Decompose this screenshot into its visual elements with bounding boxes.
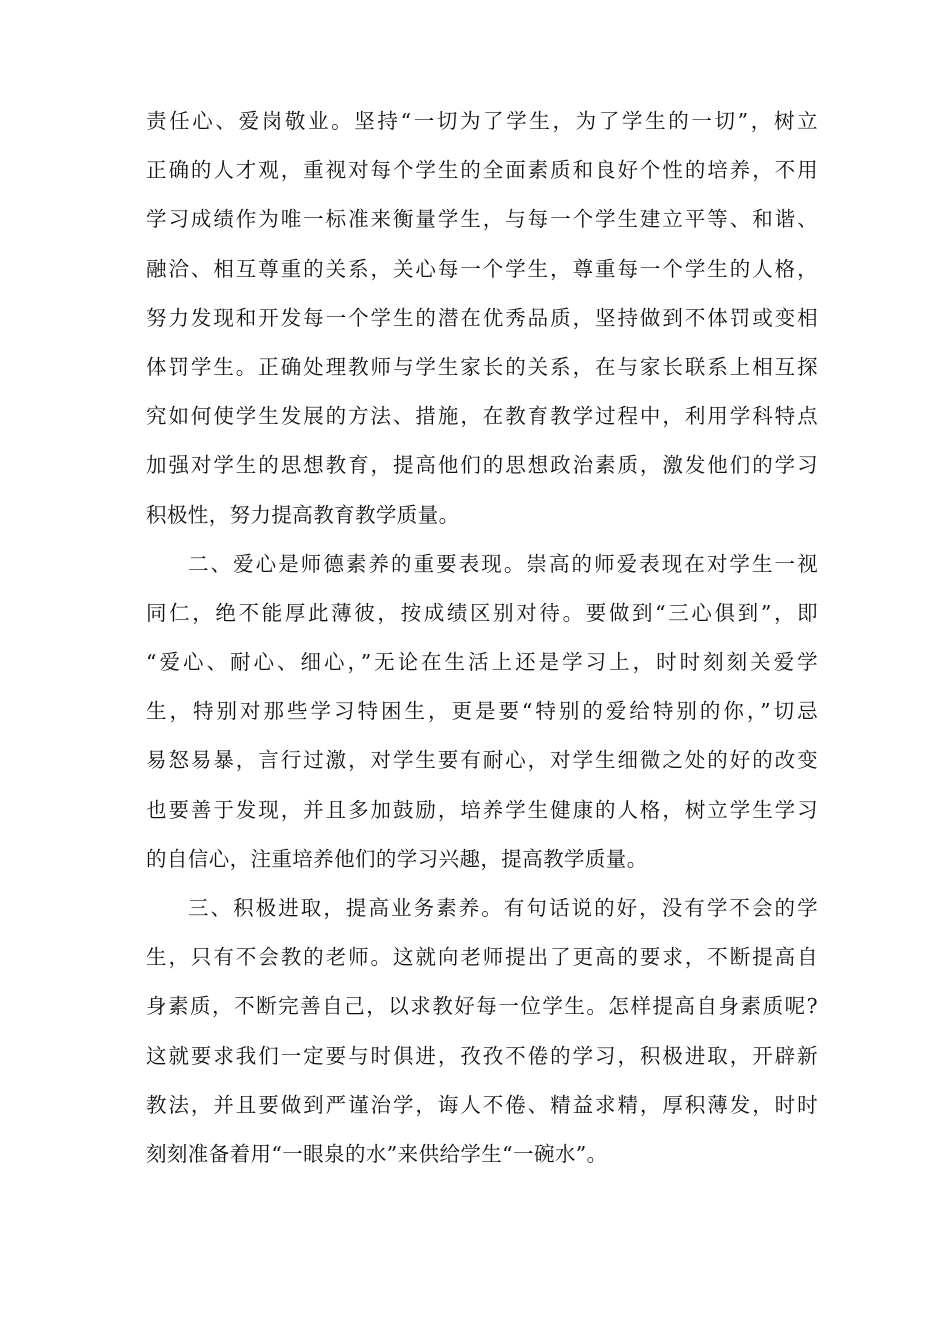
text-line: 身素质，不断完善自己，以求教好每一位学生。怎样提高自身素质呢? <box>146 994 818 1019</box>
text-line: 加强对学生的思想教育，提高他们的思想政治素质，激发他们的学习 <box>146 453 818 478</box>
text-line: 生，只有不会教的老师。这就向老师提出了更高的要求，不断提高自 <box>146 945 818 970</box>
text-line: 体罚学生。正确处理教师与学生家长的关系，在与家长联系上相互探 <box>146 354 818 379</box>
text-line: 这就要求我们一定要与时俱进，孜孜不倦的学习，积极进取，开辟新 <box>146 1043 818 1068</box>
text-line: 易怒易暴，言行过激，对学生要有耐心，对学生细微之处的好的改变 <box>146 748 818 773</box>
paragraph <box>146 540 818 884</box>
text-line: 融洽、相互尊重的关系，关心每一个学生，尊重每一个学生的人格， <box>146 256 818 281</box>
text-line: 学习成绩作为唯一标准来衡量学生，与每一个学生建立平等、和谐、 <box>146 207 818 232</box>
text-line: 也要善于发现，并且多加鼓励，培养学生健康的人格，树立学生学习 <box>146 797 818 822</box>
paragraph <box>146 884 818 1179</box>
document-body <box>146 97 818 1179</box>
text-line: 努力发现和开发每一个学生的潜在优秀品质，坚持做到不体罚或变相 <box>146 305 818 330</box>
paragraph <box>146 97 818 540</box>
text-line: 生，特别对那些学习特困生，更是要“特别的爱给特别的你，”切忌 <box>146 699 818 724</box>
text-line: 三、积极进取，提高业务素养。有句话说的好，没有学不会的学 <box>188 896 818 920</box>
text-line: 教法，并且要做到严谨治学，诲人不倦、精益求精，厚积薄发，时时 <box>146 1092 818 1117</box>
text-line: 同仁，绝不能厚此薄彼，按成绩区别对待。要做到“三心俱到”，即 <box>146 600 818 625</box>
text-line: “爱心、耐心、细心，”无论在生活上还是学习上，时时刻刻关爱学 <box>146 650 818 675</box>
text-line: 二、爱心是师德素养的重要表现。崇高的师爱表现在对学生一视 <box>188 551 818 576</box>
text-line: 责任心、爱岗敬业。坚持“一切为了学生，为了学生的一切”，树立 <box>146 109 818 133</box>
text-line: 正确的人才观，重视对每个学生的全面素质和良好个性的培养，不用 <box>146 158 818 183</box>
text-line: 的自信心，注重培养他们的学习兴趣，提高教学质量。 <box>146 846 648 871</box>
text-line: 究如何使学生发展的方法、措施，在教育教学过程中，利用学科特点 <box>146 404 818 429</box>
text-line: 刻刻准备着用“一眼泉的水”来供给学生“一碗水”。 <box>146 1141 608 1166</box>
text-line: 积极性，努力提高教育教学质量。 <box>146 502 460 527</box>
